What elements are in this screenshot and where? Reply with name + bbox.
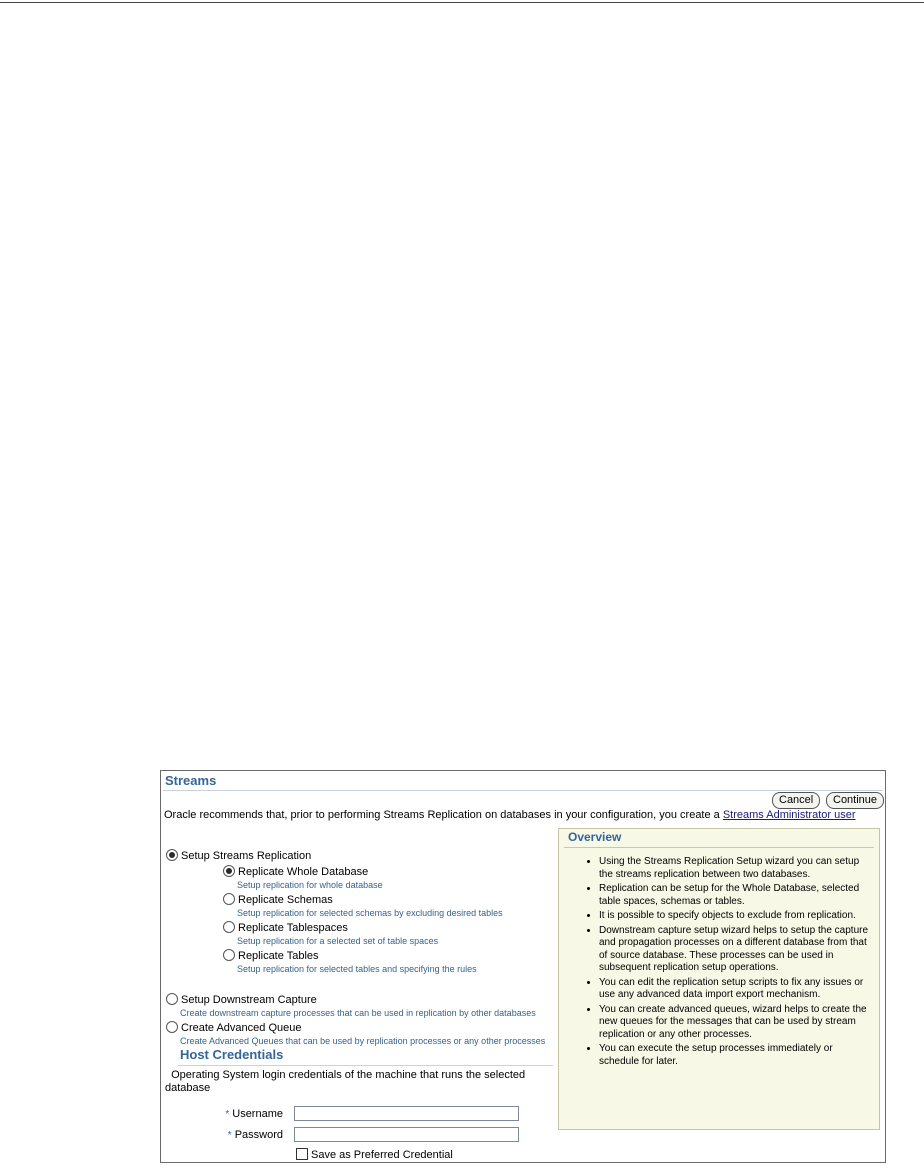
cancel-button[interactable]: Cancel xyxy=(772,792,820,809)
host-credentials-desc-text: Operating System login credentials of the machine that runs the selected database xyxy=(165,1069,526,1094)
option-label: Setup Streams Replication xyxy=(181,850,312,862)
option-label: Setup Downstream Capture xyxy=(181,994,317,1006)
radio-unselected-icon[interactable] xyxy=(166,1021,178,1033)
overview-divider xyxy=(564,847,874,848)
host-credentials-divider xyxy=(178,1065,553,1066)
overview-item: • It is possible to specify objects to exclude from replication. xyxy=(599,910,875,923)
option-label: Replicate Tables xyxy=(238,950,319,962)
radio-selected-icon[interactable] xyxy=(223,865,235,877)
username-label xyxy=(163,1108,283,1120)
option-label: Replicate Whole Database xyxy=(238,866,369,878)
option-label: Replicate Schemas xyxy=(238,894,333,906)
overview-item: • You can create advanced queues, wizard helps to create the new queues for the messages that can be used by stream replication or any other processes. xyxy=(599,1004,875,1042)
option-description: Create downstream capture processes that can be used in replication by other databases xyxy=(180,1008,536,1018)
radio-replicate-tables[interactable] xyxy=(223,949,319,962)
username-input[interactable] xyxy=(294,1106,519,1121)
radio-unselected-icon[interactable] xyxy=(166,993,178,1005)
password-label-text: Password xyxy=(234,1129,283,1141)
username-label-text: Username xyxy=(232,1108,283,1120)
overview-item: • Using the Streams Replication Setup wizard you can setup the streams replication between two databases. xyxy=(599,856,875,881)
host-credentials-title: Host Credentials xyxy=(180,1047,284,1062)
save-credential-checkbox[interactable] xyxy=(296,1148,453,1161)
overview-item: • Downstream capture setup wizard helps to setup the capture and propagation processes on a different database from that of source database. These processes can be used in subsequent replication setup operations. xyxy=(599,925,875,975)
streams-admin-link[interactable]: Streams Administrator user xyxy=(722,809,856,821)
required-icon: * xyxy=(225,1109,230,1120)
overview-item: • Replication can be setup for the Whole Database, selected table spaces, schemas or tables. xyxy=(599,883,875,908)
option-label: Create Advanced Queue xyxy=(181,1022,302,1034)
page-top-rule xyxy=(0,2,924,3)
option-description: Setup replication for a selected set of table spaces xyxy=(237,936,439,946)
streams-panel xyxy=(160,770,886,1163)
host-credentials-description xyxy=(165,1069,550,1095)
option-description: Setup replication for selected tables and specifying the rules xyxy=(237,964,477,974)
overview-title: Overview xyxy=(568,830,622,844)
radio-setup-streams-replication[interactable] xyxy=(166,849,311,862)
save-credential-label: Save as Preferred Credential xyxy=(311,1149,453,1161)
option-description: Create Advanced Queues that can be used by replication processes or any other processes xyxy=(180,1036,546,1046)
overview-list xyxy=(559,856,875,1070)
radio-unselected-icon[interactable] xyxy=(223,893,235,905)
continue-button[interactable]: Continue xyxy=(826,792,884,809)
option-description: Setup replication for selected schemas by excluding desired tables xyxy=(237,908,503,918)
intro-text xyxy=(164,809,856,821)
panel-title: Streams xyxy=(165,773,217,788)
radio-replicate-tablespaces[interactable] xyxy=(223,921,348,934)
title-divider xyxy=(163,790,883,791)
radio-unselected-icon[interactable] xyxy=(223,921,235,933)
required-icon: * xyxy=(227,1130,232,1141)
radio-create-advanced-queue[interactable] xyxy=(166,1021,301,1034)
radio-selected-icon[interactable] xyxy=(166,849,178,861)
overview-item: • You can execute the setup processes immediately or schedule for later. xyxy=(599,1043,875,1068)
radio-unselected-icon[interactable] xyxy=(223,949,235,961)
checkbox-icon[interactable] xyxy=(296,1148,308,1160)
intro-sentence: Oracle recommends that, prior to performing Streams Replication on databases in your configuration, you create a xyxy=(164,809,723,821)
password-input[interactable] xyxy=(294,1127,519,1142)
option-description: Setup replication for whole database xyxy=(237,880,383,890)
radio-replicate-whole-database[interactable] xyxy=(223,865,368,878)
option-label: Replicate Tablespaces xyxy=(238,922,348,934)
overview-box xyxy=(558,828,880,1130)
radio-replicate-schemas[interactable] xyxy=(223,893,333,906)
overview-item: • You can edit the replication setup scripts to fix any issues or use any advanced data import export mechanism. xyxy=(599,977,875,1002)
radio-setup-downstream-capture[interactable] xyxy=(166,993,317,1006)
password-label xyxy=(163,1129,283,1141)
